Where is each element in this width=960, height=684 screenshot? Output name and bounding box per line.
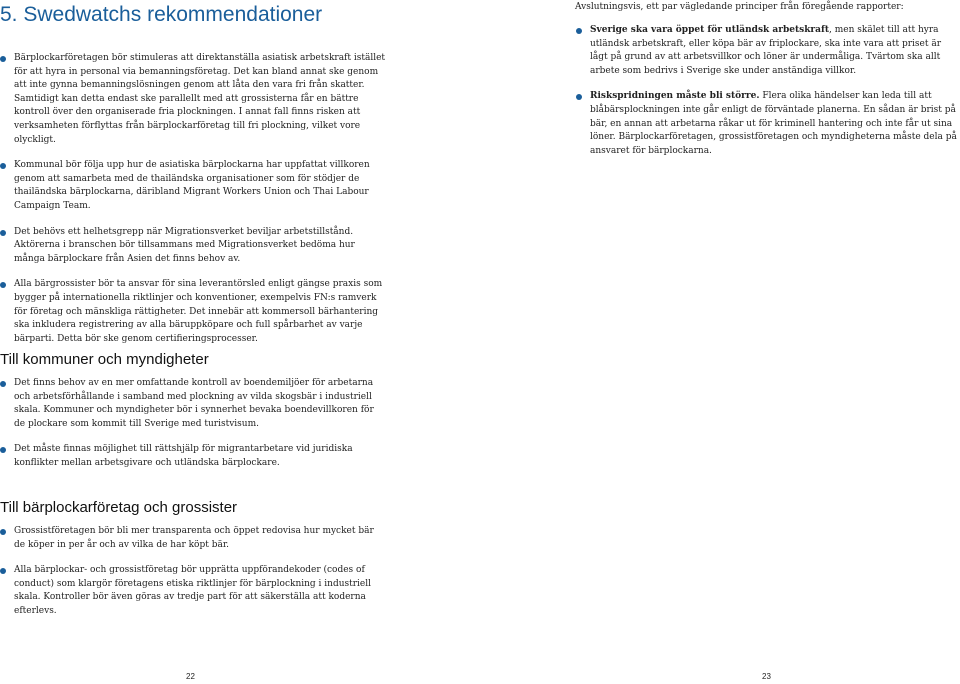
bullet-icon [0, 381, 6, 387]
principles-list [576, 24, 960, 170]
list-item: Kommunal bör följa upp hur de asiatiska bärplockarna har uppfattat villkoren genom att samarbeta med de thailändska organisationer som för stödjer de thailändska bärplockarna, däribland Migrant Workers Union och Thai Labour Campaign Team. [0, 159, 386, 213]
list-item: Det måste finnas möjlighet till rättshjälp för migrantarbetare vid juridiska konflikter mellan arbetsgivare och utländska bärplockare. [0, 443, 386, 470]
list-item: Sverige ska vara öppet för utländsk arbetskraft, men skälet till att hyra utländsk arbetskraft, eller köpa bär av friplockare, ska inte vara att priset är lågt på grund av att arbetsvillkor och löner är undermåliga. Tvärtom ska allt arbete som bedrivs i Sverige ske under anständiga villkor. [576, 24, 960, 78]
right-page [480, 0, 960, 684]
principle-lead: Riskspridningen måste bli större. [590, 91, 760, 102]
list-item: Riskspridningen måste bli större. Flera olika händelser kan leda till att blåbärsplockningen inte går enligt de förväntade planerna. En sådan är brist på bär, en annan att arbetarna råkar ut för kriminell hantering och inte får ut sina löner. Bärplockarföretagen, grossistföretagen och myndigheterna måste dela på ansvaret för bärplockarna. [576, 90, 960, 158]
list-item: Alla bärplockar- och grossistföretag bör upprätta uppförandekoder (codes of conduct) som klargör företagens etiska riktlinjer för bärplockning i industriell skala. Kontroller bör även göras av tredje part för att säkerställa att koderna efterlevs. [0, 564, 386, 618]
bullet-icon [0, 230, 6, 236]
page-number: 22 [186, 672, 195, 681]
list-item: Alla bärgrossister bör ta ansvar för sina leverantörsled enligt gängse praxis som bygger på internationella riktlinjer och konventioner, exempelvis FN:s ramverk för företag och mänskliga rättigheter. Det innebär att kommersoll bärhantering ska inkludera registrering av alla bäruppköpare och full spårbarhet av varje bärparti. Detta bör ske genom certifieringsprocesser. [0, 278, 386, 346]
list-item: Bärplockarföretagen bör stimuleras att direktanställa asiatisk arbetskraft istället för att hyra in personal via bemanningsföretag. Det kan bland annat ske genom att inte gynna bemanningslösningen genom att låta den vara fri från skatter. Samtidigt kan detta endast ske parallellt med att grossisterna får en bättre kontroll över den organiserade fria plockningen. I annat fall finns risken att verksamheten förflyttas från bärplockarföretag till fri plockning, vilket vore olyckligt. [0, 52, 386, 147]
recommendations-list [0, 52, 386, 358]
list-item: Grossistföretagen bör bli mer transparenta och öppet redovisa hur mycket bär de köper in per år och av vilka de har köpt bär. [0, 525, 386, 552]
municipalities-list [0, 377, 386, 483]
bullet-icon [0, 282, 6, 288]
bullet-icon [0, 447, 6, 453]
page-number: 23 [762, 672, 771, 681]
bullet-icon [0, 568, 6, 574]
companies-list [0, 525, 386, 631]
bullet-icon [576, 94, 582, 100]
bullet-icon [0, 56, 6, 62]
list-item: Det finns behov av en mer omfattande kontroll av boendemiljöer för arbetarna och arbetsförhållande i samband med plockning av vilda skogsbär i industriell skala. Kommuner och myndigheter bör i synnerhet bevaka boendevillkoren för de plockare som kommit till Sverige med turistvisum. [0, 377, 386, 431]
principle-lead: Sverige ska vara öppet för utländsk arbetskraft [590, 25, 830, 35]
section-title: 5. Swedwatchs rekommendationer [0, 3, 323, 26]
bullet-icon [0, 163, 6, 169]
companies-heading: Till bärplockarföretag och grossister [0, 499, 238, 516]
bullet-icon [0, 529, 6, 535]
bullet-icon [576, 28, 582, 34]
list-item: Det behövs ett helhetsgrepp när Migrationsverket beviljar arbetstillstånd. Aktörerna i branschen bör tillsammans med Migrationsverket bedöma hur många bärplockare från Asien det finns behov av. [0, 226, 386, 267]
right-page-intro: Avslutningsvis, ett par vägledande principer från föregående rapporter: [575, 2, 904, 12]
municipalities-heading: Till kommuner och myndigheter [0, 351, 209, 368]
